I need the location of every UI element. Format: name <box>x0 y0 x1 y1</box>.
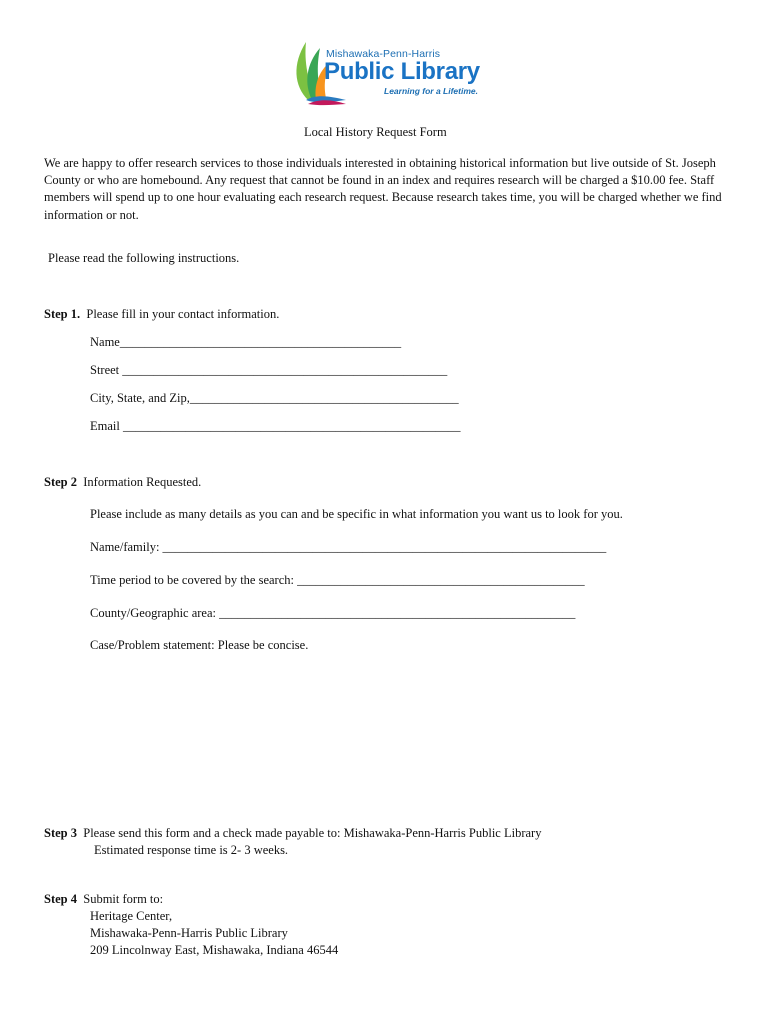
step3-line1: Please send this form and a check made payable to: Mishawaka-Penn-Harris Public Library <box>83 826 542 840</box>
step1-heading <box>44 306 279 323</box>
step4-line2: Heritage Center, <box>90 909 173 923</box>
time-period-field[interactable]: Time period to be covered by the search: ______________________________________________ <box>90 573 585 587</box>
step2-text: Information Requested. <box>83 475 202 489</box>
street-field[interactable]: Street ____________________________________________________ <box>90 363 448 377</box>
instructions-note: Please read the following instructions. <box>48 251 240 265</box>
name-field[interactable]: Name_____________________________________________ <box>90 335 402 349</box>
step3-heading <box>44 825 541 842</box>
step4-heading <box>44 891 163 908</box>
step1-text: Please fill in your contact information. <box>86 307 280 321</box>
logo-tagline: Learning for a Lifetime. <box>384 86 478 96</box>
logo-name-top: Mishawaka-Penn-Harris <box>326 48 441 60</box>
city-state-zip-field[interactable]: City, State, and Zip,___________________________________________ <box>90 391 459 405</box>
step1-label: Step 1. <box>44 307 81 321</box>
case-statement-area[interactable] <box>90 658 710 818</box>
logo-name-main: Public Library <box>324 58 480 85</box>
step2-details: Please include as many details as you can and be specific in what information you want us to look for you. <box>90 507 623 521</box>
name-family-field[interactable]: Name/family: _______________________________________________________________________ <box>90 540 607 554</box>
step4-line1: Submit form to: <box>83 892 164 906</box>
step2-heading <box>44 474 201 491</box>
email-field[interactable]: Email ______________________________________________________ <box>90 419 461 433</box>
step4-line3: Mishawaka-Penn-Harris Public Library <box>90 926 288 940</box>
intro-paragraph: We are happy to offer research services to those individuals interested in obtaining historical information but live outside of St. Joseph County or who are homebound. Any request that cannot be found in an index and requires research will be charged a $10.00 fee. Staff members will spend up to one hour evaluating each research request. Because research takes time, you will be charged whether we find information or not. <box>44 156 722 222</box>
step4-label: Step 4 <box>44 892 77 906</box>
geographic-area-field[interactable]: County/Geographic area: _________________________________________________________ <box>90 606 576 620</box>
step4-line4: 209 Lincolnway East, Mishawaka, Indiana 46544 <box>90 943 339 957</box>
case-statement-label: Case/Problem statement: Please be concise. <box>90 638 309 652</box>
library-logo <box>286 34 496 106</box>
step2-label: Step 2 <box>44 475 77 489</box>
form-title: Local History Request Form <box>304 125 447 139</box>
step3-label: Step 3 <box>44 826 77 840</box>
step3-line2: Estimated response time is 2- 3 weeks. <box>94 843 289 857</box>
